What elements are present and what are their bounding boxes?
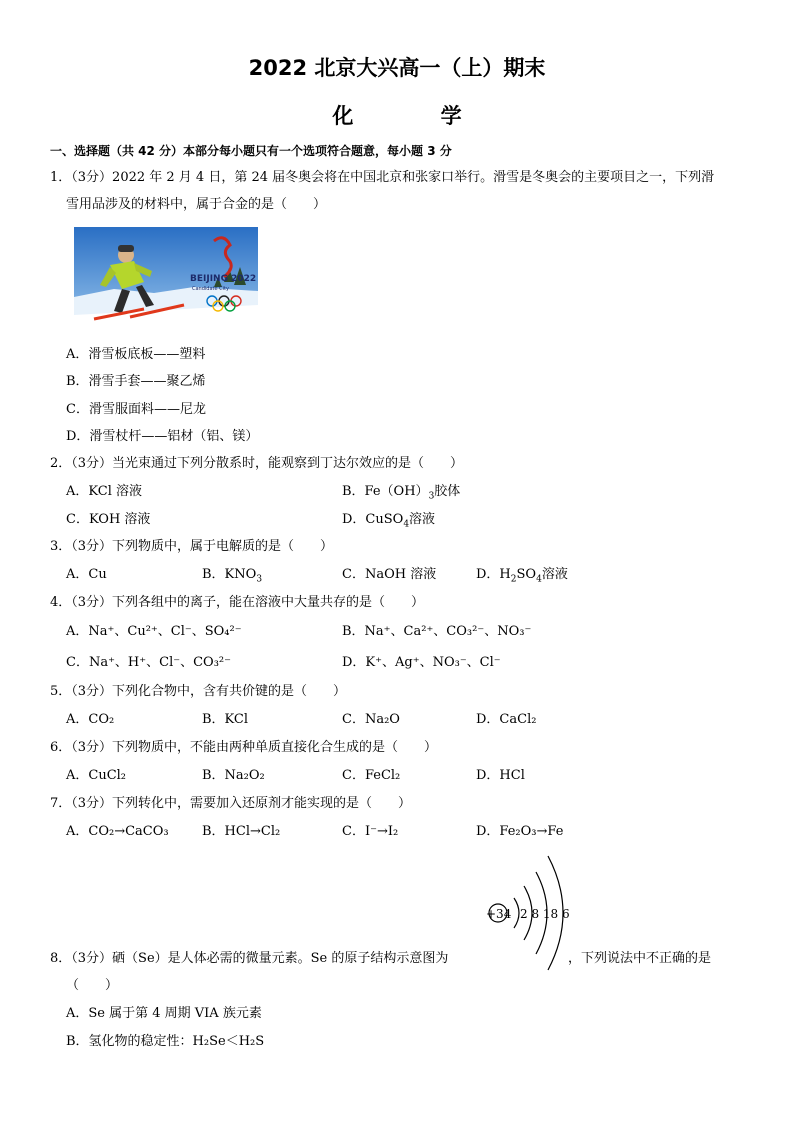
question-7-stem: 7．（3分）下列转化中，需要加入还原剂才能实现的是（ ） bbox=[50, 796, 412, 811]
question-3-stem: 3．（3分）下列物质中，属于电解质的是（ ） bbox=[50, 539, 334, 554]
question-2-option-d[interactable]: D．CuSO$_4$溶液 bbox=[342, 512, 436, 530]
ski-photo bbox=[74, 227, 258, 332]
atom-shell-labels: 2 8 18 6 bbox=[520, 907, 570, 921]
page-title: 2022 北京大兴高一（上）期末 bbox=[248, 56, 546, 80]
ski-photo-illustration bbox=[74, 227, 258, 332]
question-4-stem: 4．（3分）下列各组中的离子，能在溶液中大量共存的是（ ） bbox=[50, 595, 425, 610]
question-2-option-c[interactable]: C．KOH 溶液 bbox=[66, 512, 151, 527]
question-1-stem-line1: 1．（3分）2022 年 2 月 4 日，第 24 届冬奥会将在中国北京和张家口举行。滑雪是冬奥会的主要项目之一，下列滑 bbox=[50, 170, 715, 185]
question-8-option-a[interactable]: A．Se 属于第 4 周期 VIA 族元素 bbox=[66, 1006, 262, 1021]
atom-nucleus-label: +34 bbox=[486, 907, 512, 921]
question-8-stem-line2: （ ） bbox=[66, 978, 119, 993]
question-8-stem-part1: 8．（3分）硒（Se）是人体必需的微量元素。Se 的原子结构示意图为 bbox=[50, 951, 449, 966]
question-3-option-a[interactable]: A．Cu bbox=[66, 567, 107, 582]
question-6-option-c[interactable]: C．FeCl₂ bbox=[342, 768, 401, 783]
question-7-option-a[interactable]: A．CO₂→CaCO₃ bbox=[66, 824, 169, 839]
question-3-option-c[interactable]: C．NaOH 溶液 bbox=[342, 567, 437, 582]
logo-subtext: Candidate City bbox=[192, 286, 229, 292]
question-6-option-a[interactable]: A．CuCl₂ bbox=[66, 768, 127, 783]
question-7-option-b[interactable]: B．HCl→Cl₂ bbox=[202, 824, 281, 839]
question-5-option-c[interactable]: C．Na₂O bbox=[342, 712, 400, 727]
question-4-option-a[interactable]: A．Na⁺、Cu²⁺、Cl⁻、SO₄²⁻ bbox=[66, 624, 242, 639]
question-5-option-d[interactable]: D．CaCl₂ bbox=[476, 712, 537, 727]
question-6-option-b[interactable]: B．Na₂O₂ bbox=[202, 768, 265, 783]
question-8-stem-part2: ，下列说法中不正确的是 bbox=[568, 951, 712, 966]
question-8-option-b[interactable]: B．氢化物的稳定性：H₂Se＜H₂S bbox=[66, 1034, 265, 1049]
question-5-stem: 5．（3分）下列化合物中，含有共价键的是（ ） bbox=[50, 684, 347, 699]
question-3-option-b[interactable]: B．$KNO_3$ bbox=[202, 567, 263, 585]
question-5-option-b[interactable]: B．KCl bbox=[202, 712, 249, 727]
logo-text: BEIJING 2022 bbox=[190, 274, 257, 284]
subject-title: 化 学 bbox=[332, 104, 502, 128]
question-4-option-c[interactable]: C．Na⁺、H⁺、Cl⁻、CO₃²⁻ bbox=[66, 655, 231, 670]
question-4-option-d[interactable]: D．K⁺、Ag⁺、NO₃⁻、Cl⁻ bbox=[342, 655, 501, 670]
question-4-option-b[interactable]: B．Na⁺、Ca²⁺、CO₃²⁻、NO₃⁻ bbox=[342, 624, 532, 639]
question-5-option-a[interactable]: A．CO₂ bbox=[66, 712, 115, 727]
question-7-option-d[interactable]: D．Fe₂O₃→Fe bbox=[476, 824, 564, 839]
question-7-option-c[interactable]: C．I⁻→I₂ bbox=[342, 824, 399, 839]
question-2-stem: 2．（3分）当光束通过下列分散系时，能观察到丁达尔效应的是（ ） bbox=[50, 456, 464, 471]
question-1-option-d[interactable]: D．滑雪杖杆——铝材（铝、镁） bbox=[66, 429, 259, 444]
question-1-option-a[interactable]: A．滑雪板底板——塑料 bbox=[66, 347, 206, 362]
question-2-option-a[interactable]: A．KCl 溶液 bbox=[66, 484, 142, 499]
question-1-stem-line2: 雪用品涉及的材料中，属于合金的是（ ） bbox=[66, 197, 327, 212]
section-heading: 一、选择题（共 42 分）本部分每小题只有一个选项符合题意，每小题 3 分 bbox=[50, 144, 452, 158]
question-3-option-d[interactable]: D．$H_2SO_4$溶液 bbox=[476, 567, 568, 585]
question-1-option-c[interactable]: C．滑雪服面料——尼龙 bbox=[66, 402, 206, 417]
question-6-stem: 6．（3分）下列物质中，不能由两种单质直接化合生成的是（ ） bbox=[50, 740, 438, 755]
question-6-option-d[interactable]: D．HCl bbox=[476, 768, 525, 783]
question-2-option-b[interactable]: B．$Fe(OH)_3$胶体 bbox=[342, 484, 461, 502]
question-1-option-b[interactable]: B．滑雪手套——聚乙烯 bbox=[66, 374, 206, 389]
